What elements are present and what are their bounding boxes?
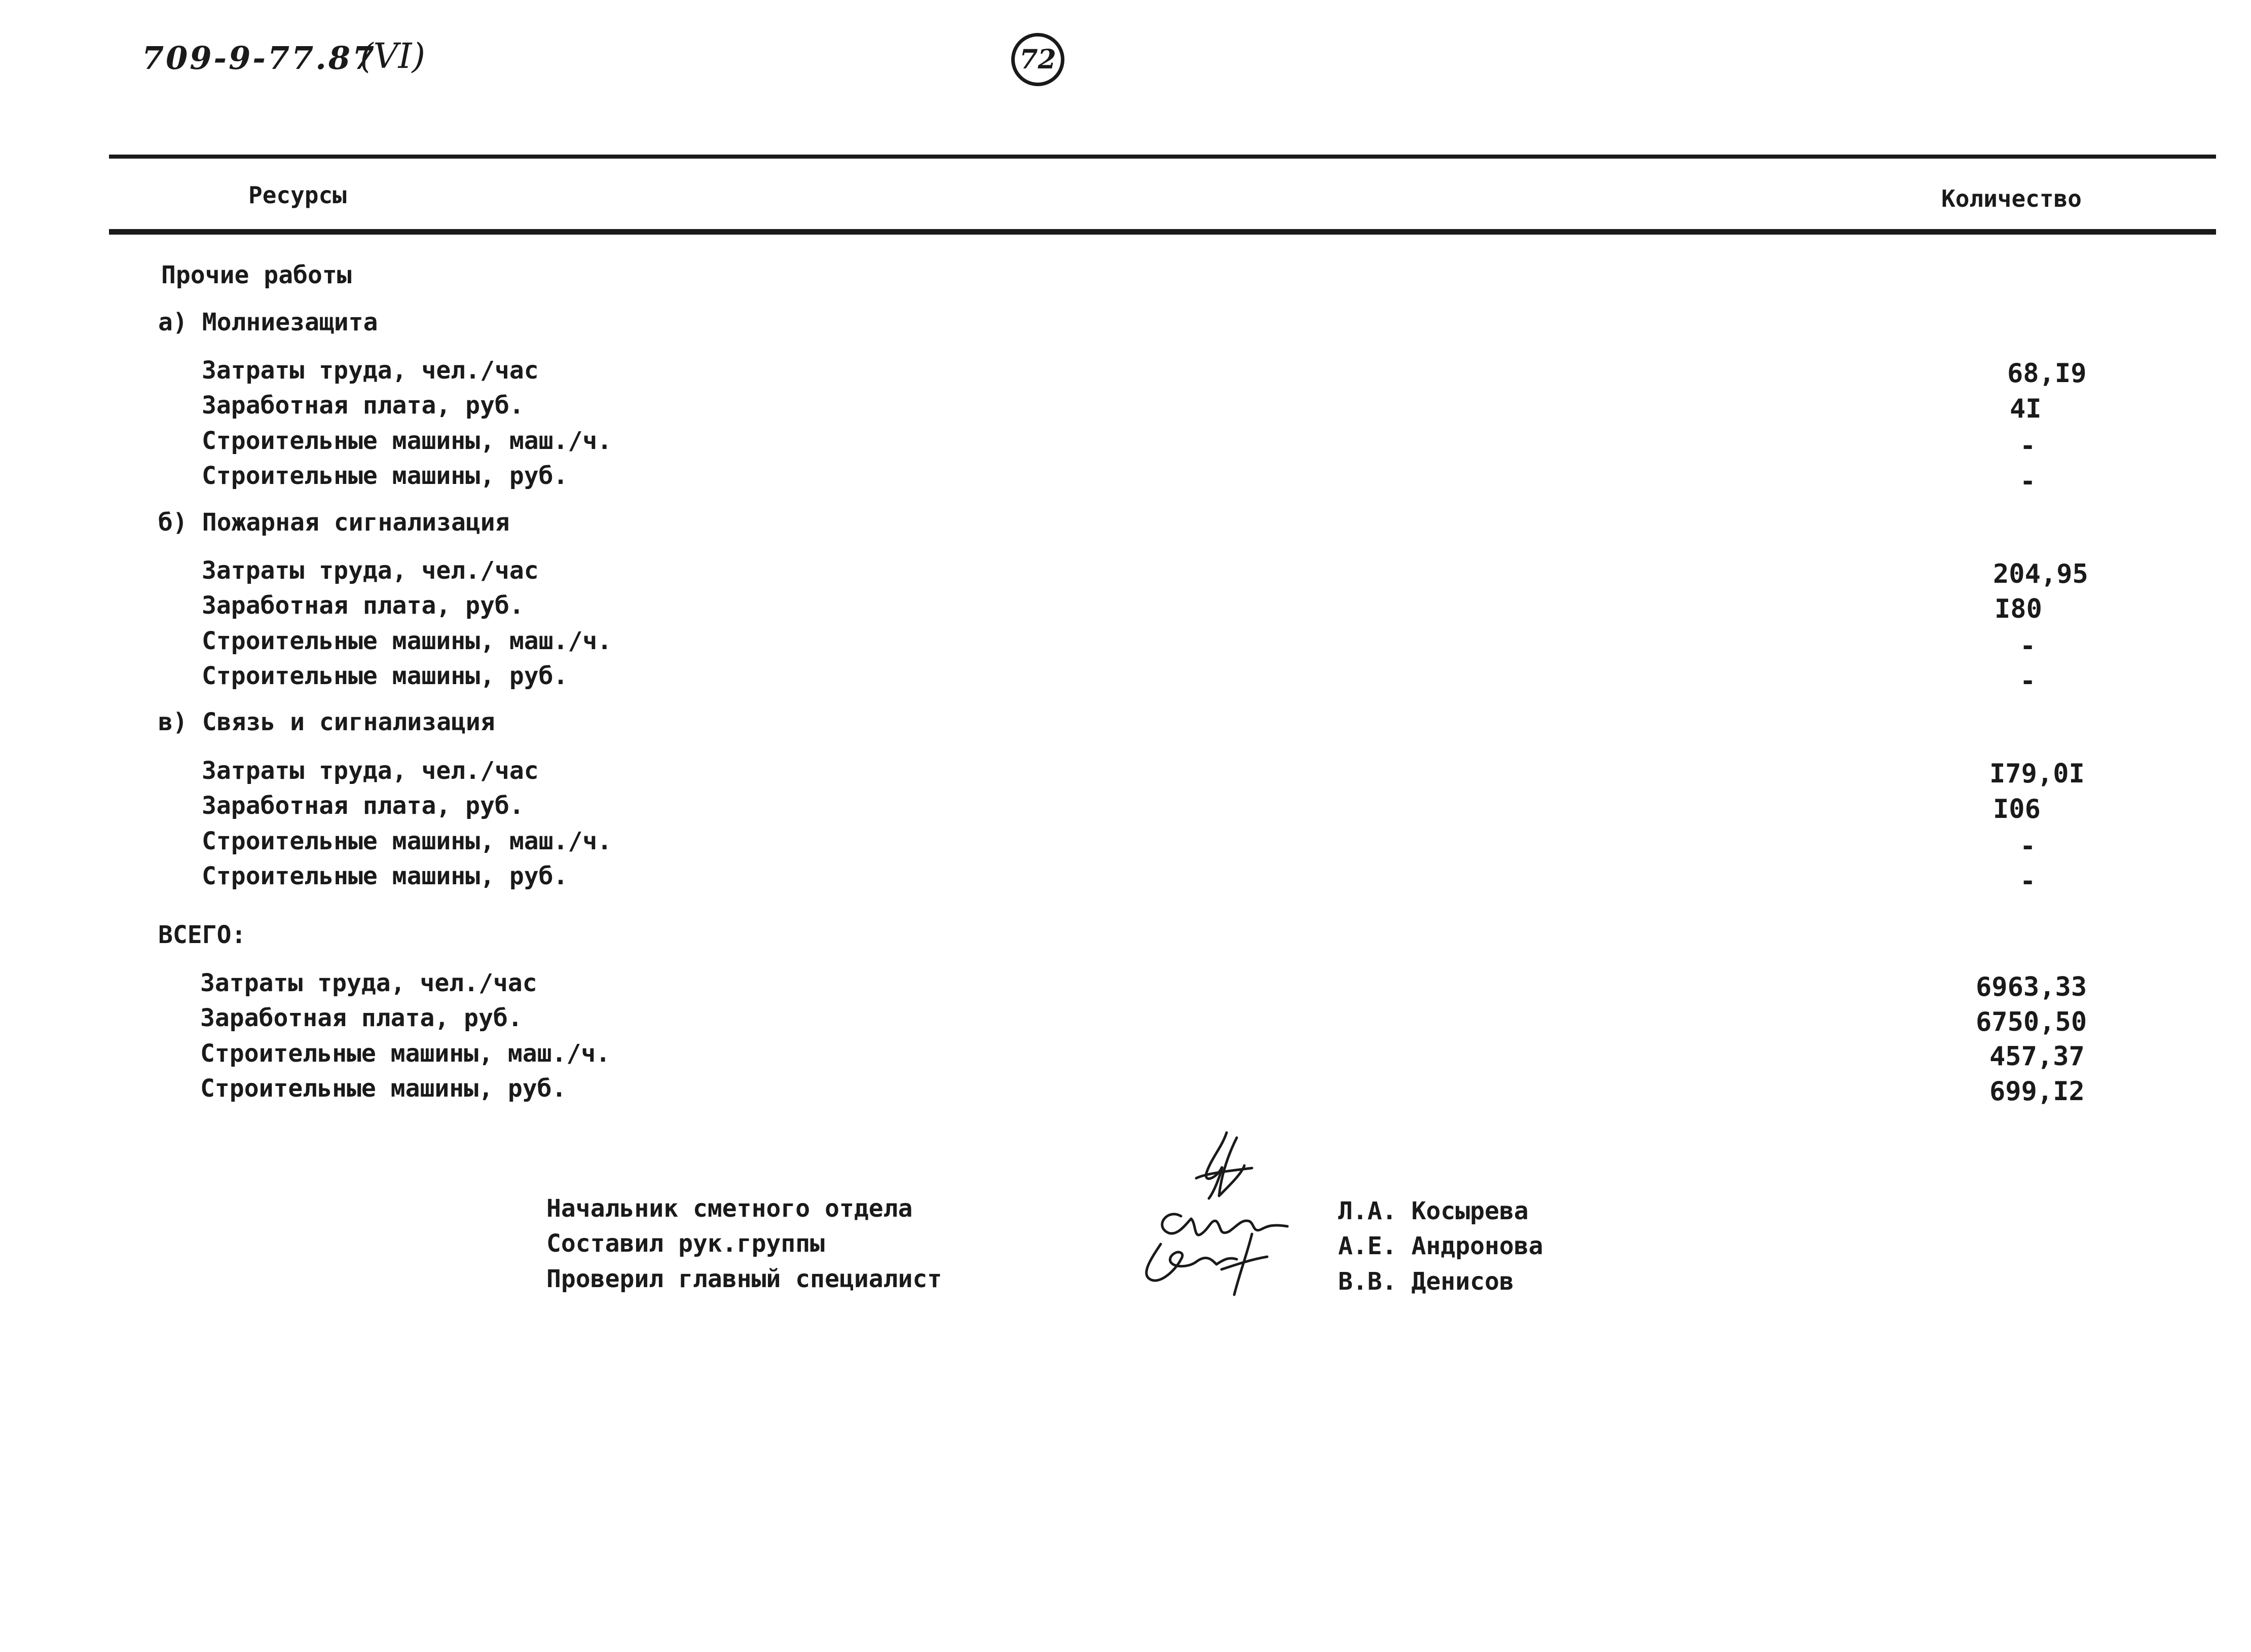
signature-role: Проверил главный специалист bbox=[546, 1265, 942, 1293]
row-label: Строительные машины, руб. bbox=[200, 1074, 567, 1103]
section-title: Прочие работы bbox=[161, 261, 352, 289]
page-number: 72 bbox=[1011, 33, 1064, 86]
row-value: I06 bbox=[1993, 794, 2041, 824]
row-value: - bbox=[2020, 866, 2036, 896]
signer-name: В.В. Денисов bbox=[1338, 1267, 1514, 1296]
table-header-rule bbox=[109, 229, 2216, 235]
row-label: Строительные машины, руб. bbox=[202, 662, 568, 690]
row-value: 457,37 bbox=[1989, 1041, 2085, 1072]
row-value: 6963,33 bbox=[1976, 972, 2087, 1002]
section-title: а) Молниезащита bbox=[158, 308, 378, 336]
row-value: 204,95 bbox=[1993, 559, 2088, 589]
row-label: Заработная плата, руб. bbox=[202, 792, 524, 820]
signature-role: Составил рук.группы bbox=[546, 1229, 825, 1258]
section-title: ВСЕГО: bbox=[158, 921, 246, 949]
row-value: I80 bbox=[1995, 594, 2042, 624]
row-label: Заработная плата, руб. bbox=[202, 591, 524, 620]
row-value: - bbox=[2020, 666, 2036, 696]
column-header-resources: Ресурсы bbox=[248, 181, 347, 209]
row-value: 4I bbox=[2010, 394, 2042, 424]
row-label: Затраты труда, чел./час bbox=[202, 556, 539, 585]
signer-name: А.Е. Андронова bbox=[1338, 1232, 1543, 1260]
row-label: Затраты труда, чел./час bbox=[202, 356, 539, 385]
row-value: I79,0I bbox=[1989, 759, 2085, 789]
row-label: Заработная плата, руб. bbox=[200, 1004, 523, 1032]
doc-section: (VI) bbox=[360, 36, 426, 77]
row-value: - bbox=[2020, 431, 2036, 461]
row-value: 6750,50 bbox=[1976, 1007, 2087, 1037]
row-label: Затраты труда, чел./час bbox=[202, 757, 539, 785]
row-value: - bbox=[2020, 466, 2036, 497]
row-label: Строительные машины, руб. bbox=[202, 862, 568, 890]
row-label: Строительные машины, руб. bbox=[202, 462, 568, 490]
doc-code: 709-9-77.87 bbox=[142, 40, 377, 77]
row-value: - bbox=[2020, 631, 2036, 661]
row-label: Заработная плата, руб. bbox=[202, 391, 524, 420]
row-label: Затраты труда, чел./час bbox=[200, 969, 537, 997]
table-top-rule bbox=[109, 155, 2216, 159]
section-title: б) Пожарная сигнализация bbox=[158, 508, 510, 537]
row-label: Строительные машины, маш./ч. bbox=[202, 427, 612, 455]
signer-name: Л.А. Косырева bbox=[1338, 1197, 1529, 1225]
row-label: Строительные машины, маш./ч. bbox=[202, 627, 612, 655]
row-value: - bbox=[2020, 831, 2036, 861]
row-value: 699,I2 bbox=[1989, 1076, 2085, 1107]
handwritten-signatures bbox=[1120, 1122, 1323, 1335]
section-title: в) Связь и сигнализация bbox=[158, 708, 495, 736]
signature-role: Начальник сметного отдела bbox=[546, 1194, 913, 1223]
column-header-quantity: Количество bbox=[1941, 185, 2082, 212]
row-label: Строительные машины, маш./ч. bbox=[202, 827, 612, 855]
row-value: 68,I9 bbox=[2007, 358, 2087, 389]
row-label: Строительные машины, маш./ч. bbox=[200, 1039, 611, 1068]
